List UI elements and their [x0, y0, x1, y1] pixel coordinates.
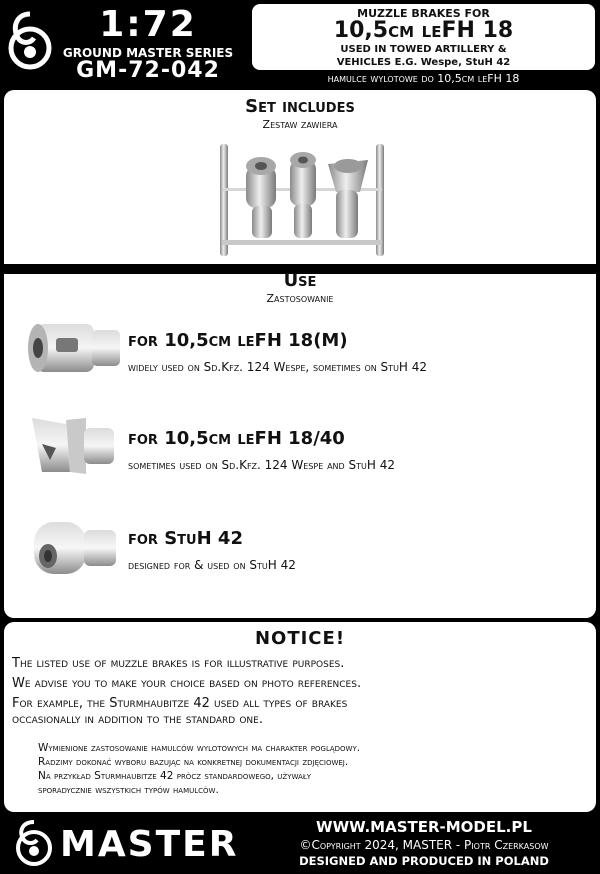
- notice-en-1: The listed use of muzzle brakes is for illustrative purposes.: [12, 656, 345, 671]
- title-main: 10,5cm leFH 18: [333, 18, 514, 43]
- use-item-title-3: for StuH 42: [128, 528, 243, 549]
- main-panel: [4, 90, 596, 618]
- notice-panel: [4, 622, 596, 812]
- title-sub-1: USED IN TOWED ARTILLERY &: [340, 44, 507, 55]
- title-panel: [252, 4, 595, 70]
- use-item-desc-1: widely used on Sd.Kfz. 124 Wespe, sometimes on StuH 42: [128, 360, 428, 374]
- footer-logo-icon: [8, 818, 60, 870]
- product-code: GM-72-042: [76, 58, 220, 83]
- footer-copyright: ©Copyright 2024, MASTER - Piotr Czerkasow: [299, 838, 549, 852]
- use-subheading: Zastosowanie: [266, 292, 334, 305]
- use-item-title-2: for 10,5cm leFH 18/40: [128, 428, 345, 449]
- set-subheading: Zestaw zawiera: [262, 118, 338, 131]
- notice-heading: NOTICE!: [254, 628, 346, 649]
- title-top: MUZZLE BRAKES FOR: [357, 7, 490, 20]
- use-heading: Use: [283, 270, 317, 291]
- use-item-desc-3: designed for & used on StuH 42: [128, 558, 296, 572]
- set-heading: Set includes: [245, 96, 355, 117]
- set-image: [208, 136, 398, 264]
- scale-label: 1:72: [99, 4, 197, 45]
- footer-brand: MASTER: [60, 824, 239, 865]
- logo-icon: [8, 8, 52, 84]
- notice-pl-1: Wymienione zastosowanie hamulców wylotowych ma charakter poglądowy.: [38, 742, 361, 754]
- title-sub-2: VEHICLES E.G. Wespe, StuH 42: [336, 57, 511, 68]
- use-item-desc-2: sometimes used on Sd.Kfz. 124 Wespe and StuH 42: [128, 458, 395, 472]
- footer-url: WWW.MASTER-MODEL.PL: [316, 818, 532, 836]
- footer-designed: DESIGNED AND PRODUCED IN POLAND: [299, 854, 549, 868]
- notice-pl-2: Radzimy dokonać wyboru bazując na konkretnej dokumentacji zdjęciowej.: [38, 756, 349, 768]
- brake-image-2: [26, 414, 126, 478]
- notice-en-2: We advise you to make your choice based on photo references.: [12, 676, 362, 691]
- notice-pl-3: Na przykład Sturmhaubitze 42 prócz standardowego, używały: [38, 770, 312, 782]
- polish-title: hamulce wylotowe do 10,5cm leFH 18: [327, 72, 520, 85]
- series-label: GROUND MASTER SERIES: [62, 46, 234, 60]
- use-item-title-1: for 10,5cm leFH 18(M): [128, 330, 348, 351]
- brake-image-3: [22, 516, 122, 580]
- notice-en-3b: occasionally in addition to the standard one.: [12, 712, 263, 727]
- notice-pl-4: sporadycznie wszystkich typów hamulców.: [38, 784, 219, 796]
- brake-image-1: [22, 316, 122, 380]
- notice-en-3a: For example, the Sturmhaubitze 42 used all types of brakes: [12, 696, 348, 711]
